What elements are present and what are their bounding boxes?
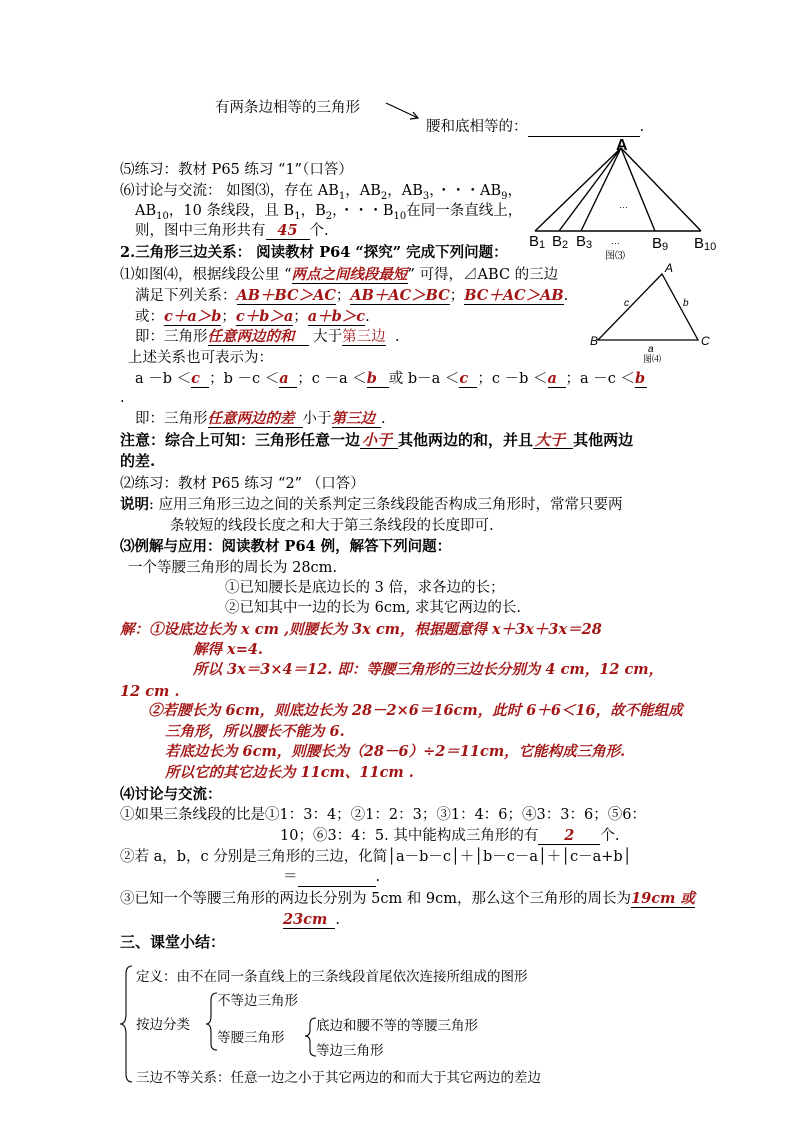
apex-label: A: [616, 137, 628, 154]
isosceles-definition: 有两条边相等的三角形: [215, 100, 360, 116]
text: ；a －c ＜: [565, 371, 636, 387]
text: 10；⑥3：4：5. 其中能构成三角形的有: [280, 828, 539, 844]
text: ；b －c ＜: [209, 371, 280, 387]
relation-line7: 即：三角形任意两边的差 小于第三边 .: [135, 410, 386, 427]
summary-classify: 按边分类: [136, 1017, 190, 1033]
answer: 大于: [533, 432, 573, 449]
text: ，AB: [387, 183, 423, 199]
answer: 两点之间线段最短: [291, 266, 408, 283]
text: 个.: [309, 223, 329, 239]
summary-isosceles: 等腰三角形: [217, 1030, 285, 1046]
answer: BC＋AC＞AB: [464, 287, 564, 304]
answer: a: [279, 371, 297, 388]
solution-6: 三角形，所以腰长不能为 6.: [165, 723, 345, 740]
text: ；c －b ＜: [477, 371, 548, 387]
solution-4: 12 cm .: [120, 683, 180, 700]
summary-scalene: 不等边三角形: [217, 993, 298, 1009]
text: 其他两边的和，并且: [398, 431, 534, 449]
answer: AB＋BC＞AC: [236, 287, 336, 304]
text: ，・・・AB: [429, 183, 502, 199]
answer: c＋a＞b: [164, 308, 222, 325]
text: 满足下列关系：: [135, 288, 237, 304]
answer: 任意两边的和: [208, 329, 309, 346]
text: 或：: [135, 309, 164, 325]
text: ③已知一个等腰三角形的两边长分别为 5cm 和 9cm，那么这个三角形的周长为: [120, 891, 632, 907]
discussion-1: ①如果三条线段的比是①1：3：4；②1：2：3；③1：4：6；④3：3：6；⑤6：: [120, 807, 646, 823]
relation-line2: 满足下列关系：AB＋BC＞AC；AB＋AC＞BC；BC＋AC＞AB.: [135, 287, 569, 304]
answer: b: [635, 370, 646, 387]
text: 个.: [600, 828, 620, 844]
text: ，B: [300, 203, 326, 219]
text: AB: [135, 203, 157, 219]
exercise-6-line1: ⑹讨论与交流： 如图⑶，存在 $AB_1$，$AB_2$，$AB_3$，・・・$AB_9$，: [120, 183, 523, 202]
solution-2: 解得 x=4.: [193, 641, 263, 658]
vertex-b: B: [590, 334, 599, 348]
answer: 23cm: [283, 912, 335, 929]
text: ⑴如图⑷，根据线段公里 “: [120, 267, 292, 283]
figure-4-caption: 图⑷: [643, 354, 662, 364]
text: 在同一条直线上，: [406, 203, 523, 219]
exercise-2: ⑵练习：教材 P65 练习 “2” （口答）: [120, 476, 365, 492]
answer: 2: [538, 828, 600, 845]
triangle-count-answer: 45: [266, 223, 310, 240]
answer: 第三边: [332, 411, 382, 428]
exercise-5: ⑸练习：教材 P65 练习 “1”（口答）: [120, 162, 353, 178]
text: : 应用三角形三边之间的关系判定三条线段能否构成三角形时，常常只要两: [149, 497, 623, 513]
text: ，・・・B: [332, 203, 394, 219]
answer: AB＋AC＞BC: [350, 287, 450, 304]
question-0: 一个等腰三角形的周长为 28cm.: [128, 560, 338, 576]
period: .: [639, 119, 645, 135]
vertex-a: A: [665, 261, 674, 275]
solution-8: 所以它的其它边长为 11cm、11cm .: [165, 764, 414, 781]
text: 则，图中三角形共有: [135, 223, 266, 239]
example-title: ⑶例解与应用：阅读教材 P64 例，解答下列问题：: [120, 538, 452, 555]
text: ；c －a ＜: [297, 371, 367, 387]
text: ” 可得，⊿ABC 的三边: [407, 267, 559, 283]
label-b3: B3: [576, 233, 593, 251]
discussion-title: ⑷讨论与交流：: [120, 786, 222, 803]
answer: 第三边: [342, 329, 386, 345]
relation-line3: 或：c＋a＞b；c＋b＞a；a＋b＞c.: [135, 308, 370, 325]
answer: c: [459, 371, 477, 388]
dots: …: [619, 200, 628, 210]
text: ，AB: [345, 183, 381, 199]
solution-1: 解：①设底边长为 x cm ,则腰长为 3x cm，根据题意得 x＋3x＋3x＝28: [120, 621, 602, 638]
text: ⑹讨论与交流： 如图⑶，存在 AB: [120, 183, 339, 199]
text: 或 b－a ＜: [388, 371, 460, 387]
text: .: [335, 912, 340, 928]
dots-bottom: …: [611, 236, 620, 246]
summary-iso-1: 底边和腰不等的等腰三角形: [316, 1018, 478, 1034]
text: a －b ＜: [135, 371, 192, 387]
answer: c: [191, 371, 209, 388]
summary-inequality: 三边不等关系：任意一边之小于其它两边的和而大于其它两边的差边: [136, 1070, 541, 1086]
relation-line4: 即：三角形任意两边的和 大于第三边 .: [135, 328, 400, 345]
label-b1: B1: [529, 233, 546, 251]
summary-iso-2: 等边三角形: [316, 1043, 384, 1059]
side-a: a: [648, 344, 654, 355]
side-c: c: [624, 298, 629, 309]
label-b10: B10: [694, 235, 717, 253]
answer: 19cm 或: [631, 890, 695, 907]
summary-definition: 定义：由不在同一条直线上的三条线段首尾依次连接所组成的图形: [136, 969, 528, 985]
solution-3: 所以 3x＝3×4＝12. 即：等腰三角形的三边长分别为 4 cm，12 cm，: [193, 661, 664, 678]
note-line2: 的差.: [120, 452, 156, 470]
text: 小于: [302, 411, 332, 427]
answer: b: [367, 371, 389, 388]
side-b: b: [683, 298, 689, 309]
summary-title: 三、课堂小结：: [120, 933, 226, 951]
exercise-6-line2: $AB_{10}$，10 条线段，且 $B_1$，$B_2$，・・・$B_{10}$在同一条直线上，: [135, 203, 523, 222]
relation-line5: 上述关系也可表示为：: [128, 350, 273, 366]
text: ，10 条线段，且 B: [168, 203, 295, 219]
answer: a: [548, 371, 566, 388]
solution-5: ②若腰长为 6cm，则底边长为 28－2×6＝16cm，此时 6＋6＜16，故不能组成: [148, 702, 683, 719]
text: ，: [507, 183, 523, 199]
stray-period: .: [120, 390, 125, 406]
answer: 任意两边的差: [208, 411, 303, 428]
text: 即：三角形: [135, 329, 208, 345]
question-1: ①已知腰长是底边长的 3 倍，求各边的长；: [225, 580, 505, 596]
vertex-c: C: [701, 334, 710, 348]
explanation-line2: 条较短的线段长度之和大于第三条线段的长度即可.: [170, 518, 494, 534]
section-2-title: 2.三角形三边关系： 阅读教材 P64 “探究” 完成下列问题：: [120, 244, 508, 261]
label-b9: B9: [652, 235, 669, 253]
text: 大于: [313, 329, 343, 345]
equilateral-label: 腰和底相等的：: [426, 119, 528, 135]
text: .: [375, 869, 381, 885]
figure-3-caption: 图⑶: [605, 251, 625, 262]
text: 其他两边: [573, 431, 634, 449]
solution-7: 若底边长为 6cm，则腰长为（28－6）÷2＝11cm，它能构成三角形.: [165, 743, 626, 760]
text: 即：三角形: [135, 411, 208, 427]
answer: a＋b＞c: [307, 308, 366, 325]
answer: c＋b＞a: [235, 308, 294, 325]
question-2: ②已知其中一边的长为 6cm, 求其它两边的长.: [225, 600, 522, 616]
label-b2: B2: [552, 233, 569, 251]
text: 注意：综合上可知：三角形任意一边: [120, 431, 361, 449]
text: ＝: [283, 869, 298, 885]
answer: 小于: [360, 432, 398, 449]
text: 说明: [120, 496, 149, 513]
discussion-2: ②若 a，b，c 分别是三角形的三边，化简│a－b－c│＋│b－c－a│＋│c－a+b│: [120, 849, 632, 865]
